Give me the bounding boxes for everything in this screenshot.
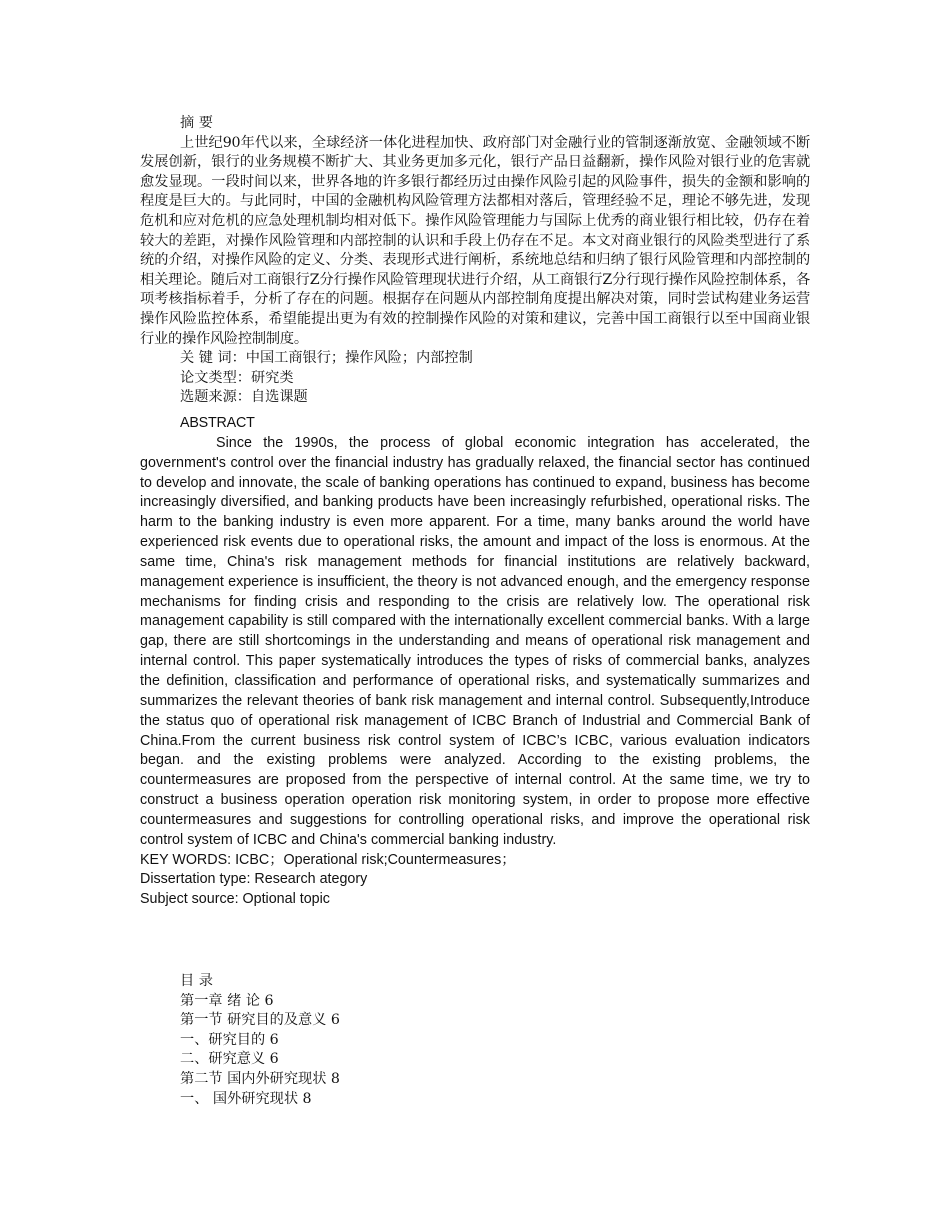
subject-source-en: Subject source: Optional topic	[140, 891, 330, 908]
paper-type-zh: 论文类型：研究类	[180, 369, 294, 386]
toc-item[interactable]: 一、研究目的 6	[180, 1031, 279, 1048]
abstract-body-zh: 上世纪90年代以来，全球经济一体化进程加快、政府部门对金融行业的管制逐渐放宽、金融领域不断发展创新，银行的业务规模不断扩大、其业务更加多元化，银行产品日益翻新，操作风险对银行业的危害就愈发显现。一段时间以来，世界各地的许多银行都经历过由操作风险引起的风险事件，损失的金额和影响的程度是巨大的。与此同时，中国的金融机构风险管理方法都相对落后，管理经验不足，理论不够先进，发现危机和应对危机的应急处理机制均相对低下。操作风险管理能力与国际上优秀的商业银行相比较，仍存在着较大的差距，对操作风险管理和内部控制的认识和手段上仍存在不足。本文对商业银行的风险类型进行了系统的介绍，对操作风险的定义、分类、表现形式进行阐析，系统地总结和归纳了银行风险管理和内部控制的相关理论。随后对工商银行Z分行操作风险管理现状进行介绍，从工商银行Z分行现行操作风险控制体系，各项考核指标着手，分析了存在的问题。根据存在问题从内部控制角度提出解决对策，同时尝试构建业务运营操作风险监控体系，希望能提出更为有效的控制操作风险的对策和建议，完善中国工商银行以至中国商业银行业的操作风险控制制度。	[140, 134, 810, 347]
toc-item[interactable]: 第一节 研究目的及意义 6	[180, 1012, 340, 1029]
dissertation-type-en: Dissertation type: Research ategory	[140, 871, 368, 888]
toc-item[interactable]: 二、研究意义 6	[180, 1051, 279, 1068]
toc-heading: 目 录	[180, 973, 213, 989]
toc-item[interactable]: 一、 国外研究现状 8	[180, 1090, 312, 1107]
abstract-heading-zh: 摘 要	[180, 115, 213, 131]
keywords-en: KEY WORDS: ICBC；Operational risk;Countermeasures；	[140, 851, 516, 868]
toc-item[interactable]: 第一章 绪 论 6	[180, 992, 274, 1009]
toc-item[interactable]: 第二节 国内外研究现状 8	[180, 1070, 340, 1087]
topic-source-zh: 选题来源：自选课题	[180, 389, 308, 406]
chinese-abstract	[140, 114, 810, 408]
abstract-heading-en: ABSTRACT	[180, 415, 255, 431]
abstract-body-en: Since the 1990s, the process of global economic integration has accelerated, the government's control over the financial industry has gradually relaxed, the financial sector has continued to develop and innovate, the scale of banking operations has continued to expand, business has become increasingly diversified, and banking products have been increasingly refurbished, operational risks. The harm to the banking industry is even more apparent. For a time, many banks around the world have experienced risk events due to operational risks, the amount and impact of the loss is enormous. At the same time, China's risk management methods for financial institutions are relatively backward, management experience is insufficient, the theory is not advanced enough, and the emergency response mechanisms for finding crisis and responding to the crisis are relatively low. The operational risk management capability is still compared with the internationally excellent commercial banks. With a large gap, there are still shortcomings in the understanding and means of operational risk management and internal control. This paper systematically introduces the types of risks of commercial banks, analyzes the definition, classification and performance of operational risks, and systematically summarizes and summarizes the relevant theories of bank risk management and internal control. Subsequently,Introduce the status quo of operational risk management of ICBC Branch of Industrial and Commercial Bank of China.From the current business risk control system of ICBC’s ICBC, various evaluation indicators began. and the existing problems were analyzed. According to the existing problems, the countermeasures are proposed from the perspective of internal control. At the same time, we try to construct a business operation operation risk monitoring system, in order to propose more effective countermeasures and suggestions for controlling operational risks, and improve the operational risk control system of ICBC and China's commercial banking industry.	[140, 434, 810, 848]
table-of-contents	[180, 972, 580, 1109]
keywords-zh: 关 键 词：中国工商银行；操作风险；内部控制	[180, 350, 473, 367]
english-abstract	[140, 414, 810, 910]
